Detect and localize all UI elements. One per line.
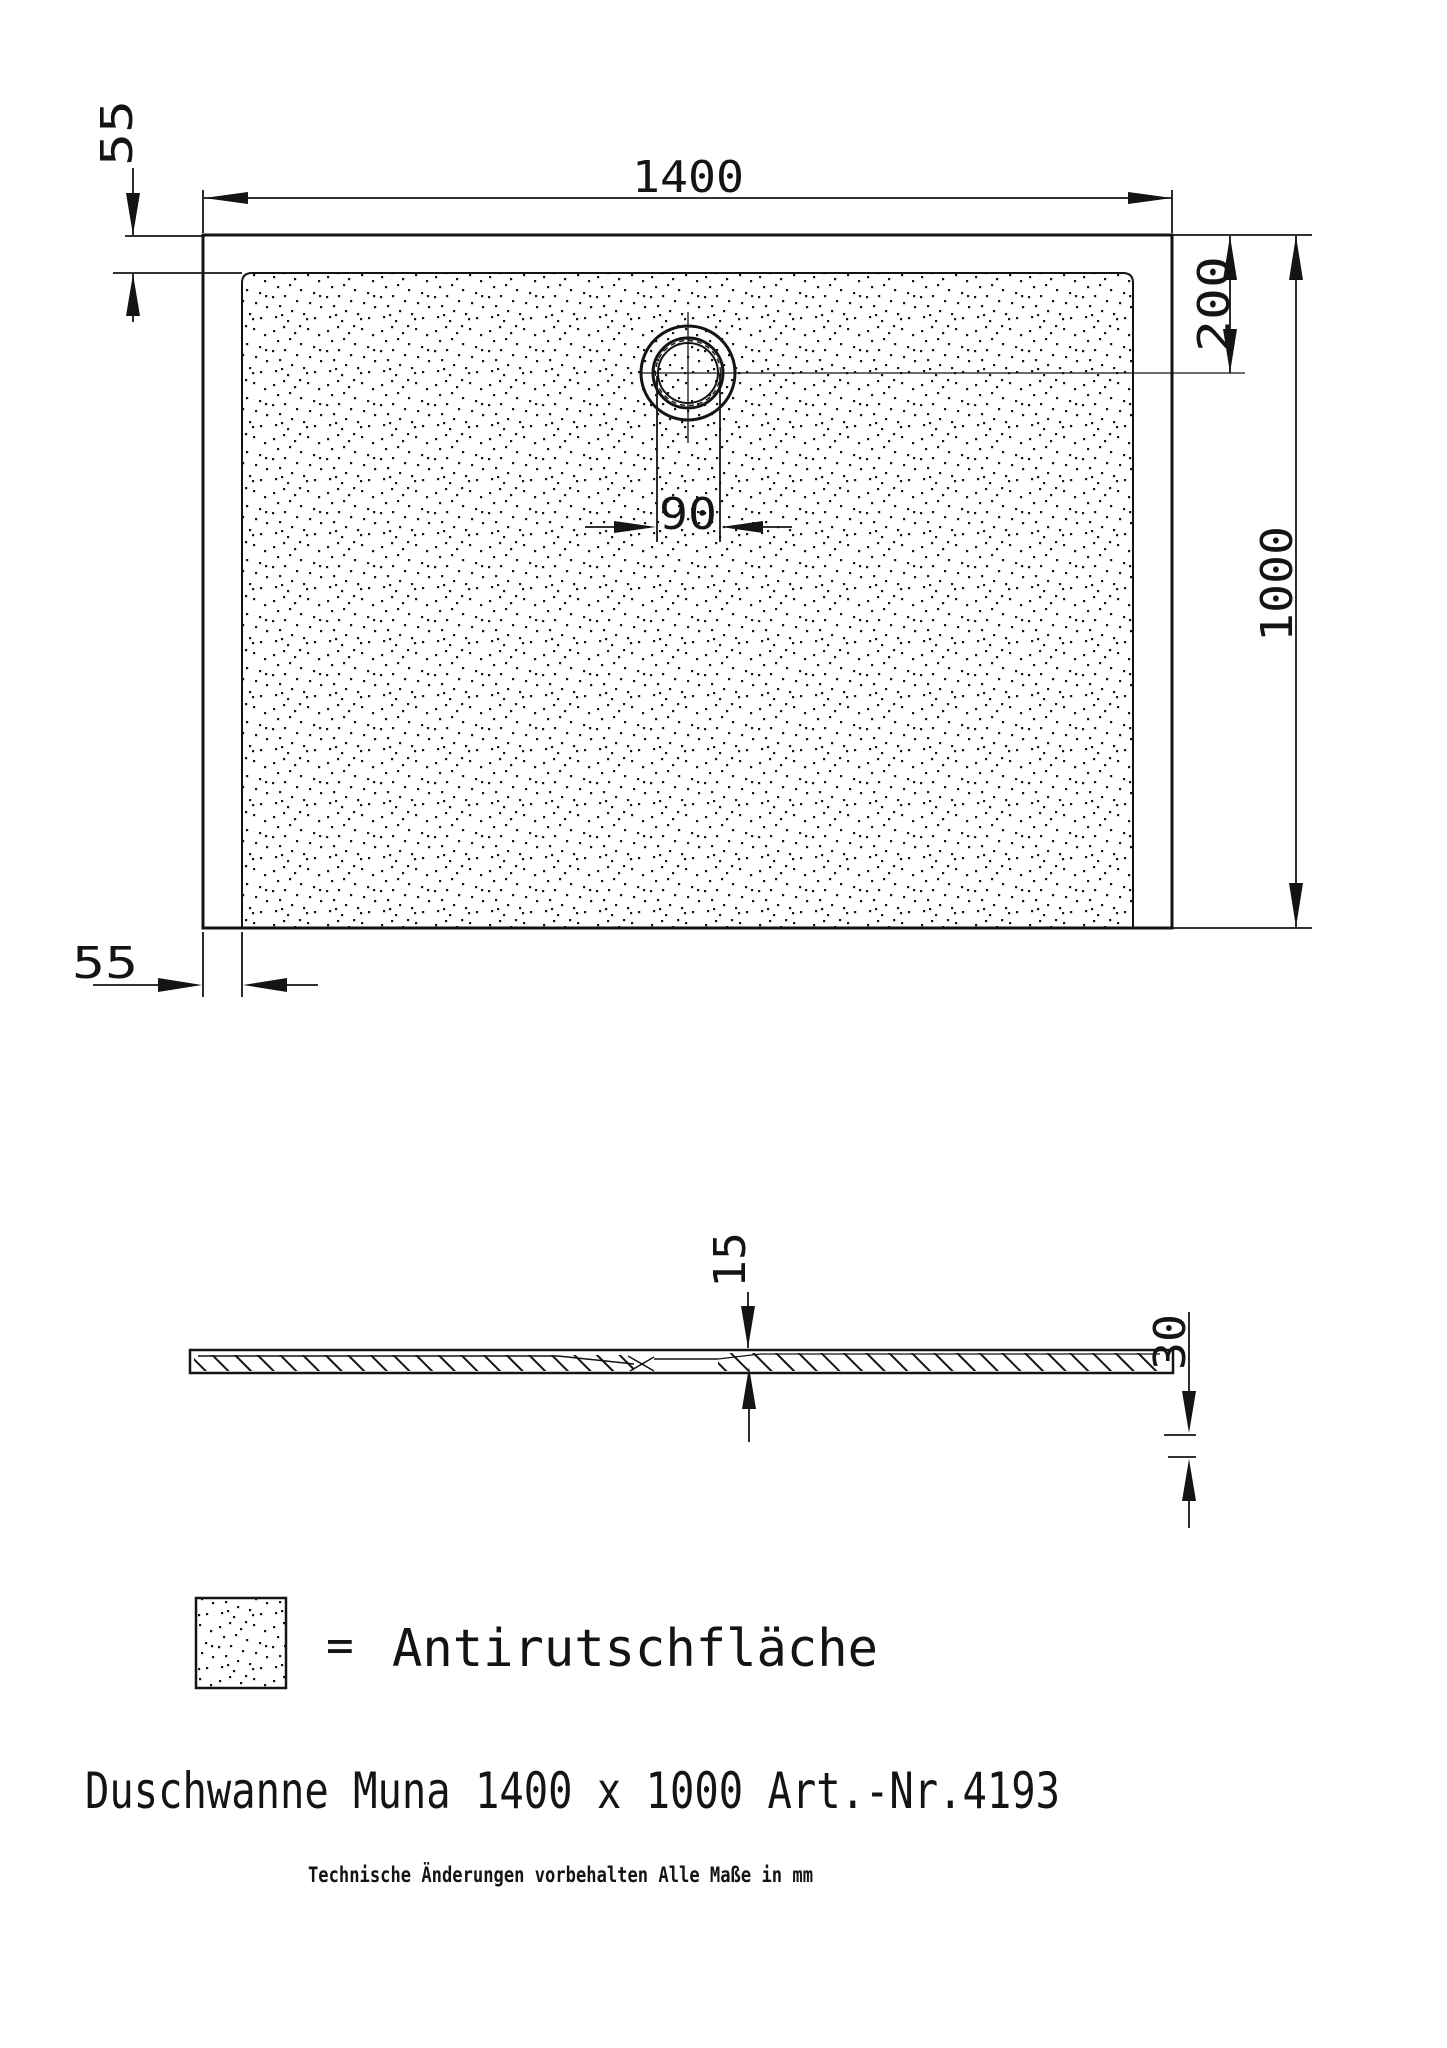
- dim-width-1400: [203, 152, 1172, 233]
- arrow-down-icon: [741, 1306, 755, 1348]
- dim-drain-offset-200: [1173, 235, 1312, 373]
- drawing-title: Duschwanne Muna 1400 x 1000 Art.-Nr.4193: [85, 1762, 1060, 1820]
- section-view: [190, 1350, 1173, 1373]
- legend-equals-sign: =: [326, 1618, 354, 1672]
- drawing-footnote: Technische Änderungen vorbehalten Alle Maße in mm: [308, 1863, 928, 1887]
- arrow-left-icon: [243, 978, 287, 992]
- dim-drain-diameter-label: 90: [659, 489, 717, 540]
- antislip-swatch: [196, 1598, 286, 1688]
- dim-depth-15: [705, 1232, 756, 1442]
- dim-drain-offset-label: 200: [1189, 272, 1240, 352]
- dim-width-label: 1400: [632, 152, 744, 203]
- legend-label: Antirutschfläche: [392, 1619, 878, 1679]
- section-hatch-right: [718, 1353, 1160, 1371]
- arrow-down-icon: [126, 193, 140, 235]
- dim-depth-label: 15: [705, 1235, 756, 1288]
- arrow-up-icon: [1289, 236, 1303, 280]
- arrow-down-icon: [1182, 1391, 1196, 1433]
- arrow-up-icon: [1182, 1459, 1196, 1501]
- dimensions-section-view: [705, 1232, 1196, 1528]
- legend: [196, 1598, 878, 1688]
- arrow-right-icon: [1128, 192, 1172, 204]
- arrow-down-icon: [1289, 883, 1303, 927]
- dim-edge-height-label: 30: [1145, 1317, 1196, 1370]
- arrow-right-icon: [158, 978, 202, 992]
- dim-inset-left-55: [72, 932, 318, 997]
- dim-inset-top-label: 55: [92, 113, 143, 166]
- arrow-left-icon: [204, 192, 248, 204]
- dim-inset-left-label: 55: [72, 938, 138, 989]
- dim-edge-height-30: [1145, 1312, 1196, 1528]
- arrow-up-icon: [126, 274, 140, 316]
- dim-height-label: 1000: [1252, 536, 1303, 642]
- top-view: [203, 235, 1245, 928]
